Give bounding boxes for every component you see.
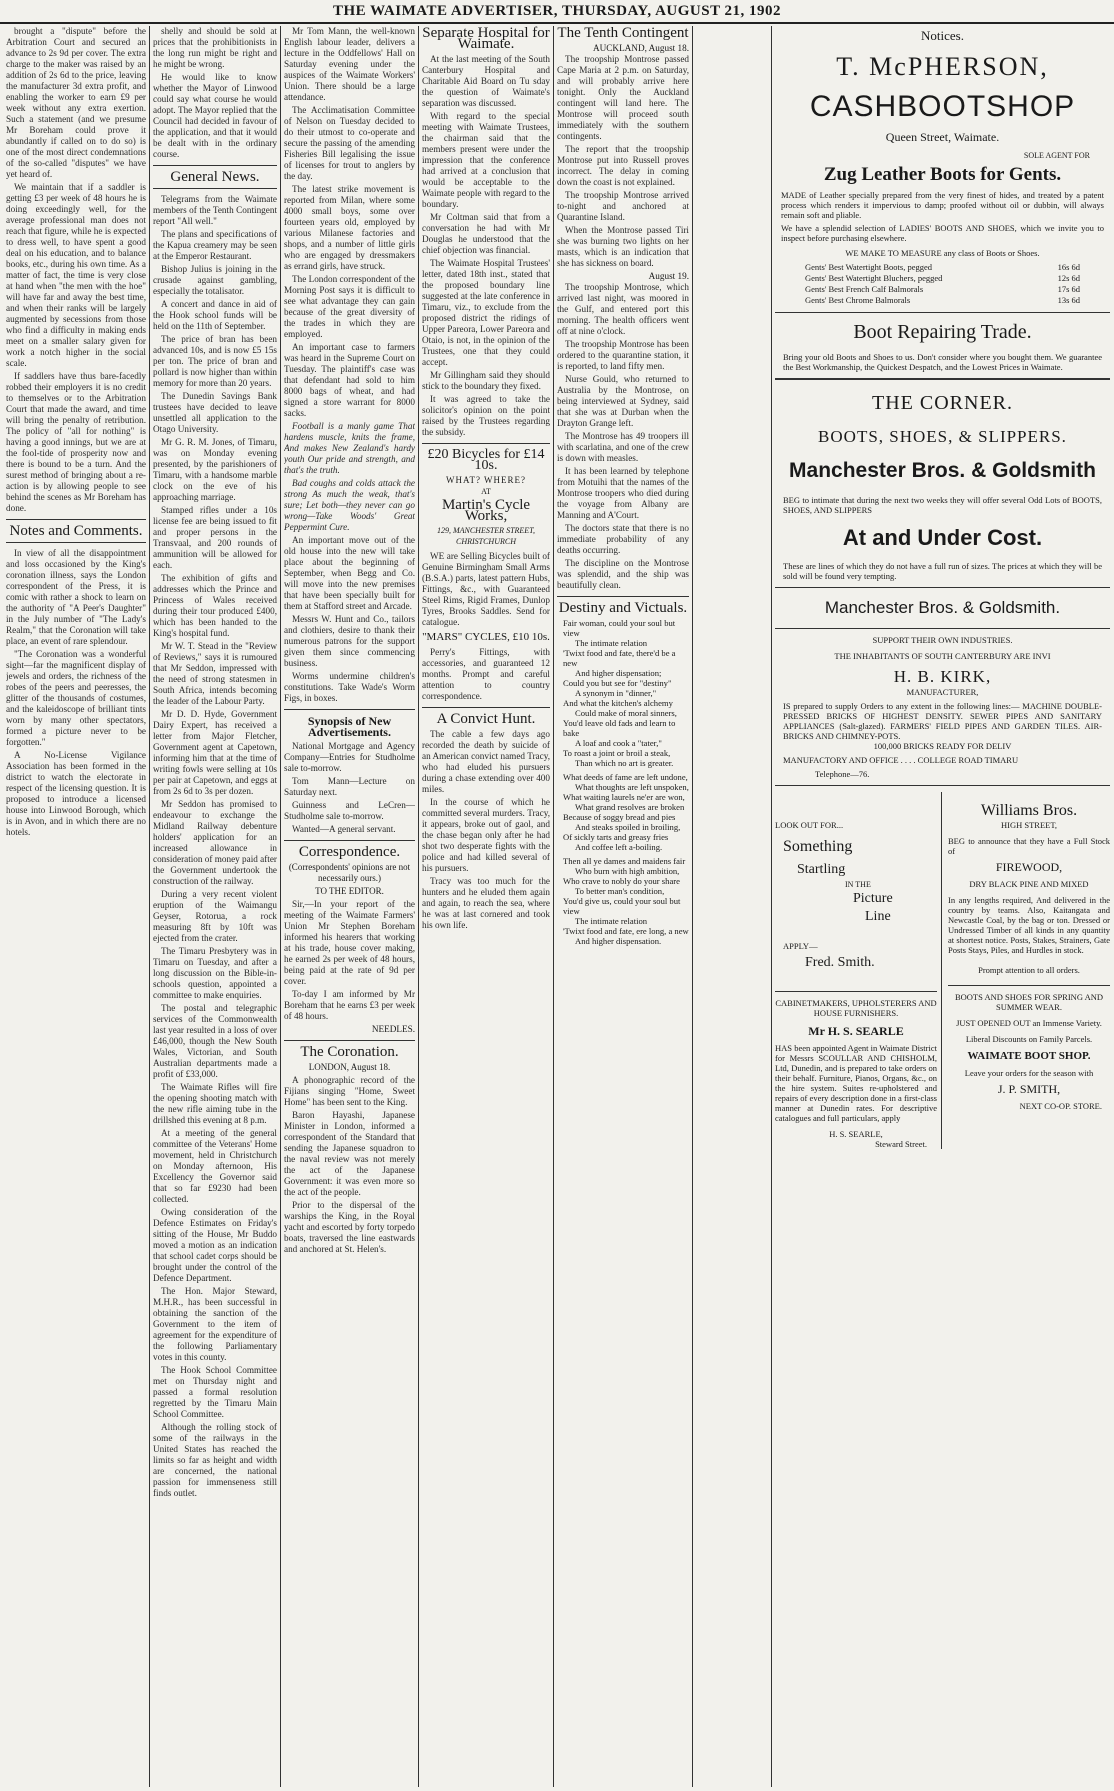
- synopsis-item: Guinness and LeCren—Studholme sale to-morrow.: [284, 800, 415, 821]
- salutation: TO THE EDITOR.: [315, 886, 384, 896]
- paragraph: brought a "dispute" before the Arbitration Court and secured an advance to 2s 9d per cover. The extra charge to the maker was raised by an addition of 2s 6d to the price, leaving the manufacturer 3d extra profit, and enabling the worker to earn £9 per week without any extra exertion. Such a statement (and we presume Mr Boreham could prove it abundantly if called on to do so) is one of the most direct condemnations of the so-called "disputes" we have yet heard of.: [6, 26, 146, 179]
- ad-text: APPLY—: [783, 941, 818, 951]
- paragraph: shelly and should be sold at prices that the prohibitionists in the long run might be right and he might be wrong.: [153, 26, 277, 69]
- paragraph: Mr D. D. Hyde, Government Dairy Expert, has received a letter from Major Fletcher, Government agent at Capetown, informing him that at the time of writing fowls were selling at 10s per pair at Capetown, and eggs at from 2s 6d to 3s per dozen.: [153, 709, 277, 796]
- signature: NEEDLES.: [371, 1024, 415, 1034]
- ad-text: HIGH STREET,: [1000, 820, 1058, 830]
- manchester-heading: Manchester Bros. & Goldsmith: [789, 459, 1096, 482]
- paragraph: A phonographic record of the Fijians singing "Home, Sweet Home" has been sent to the King.: [284, 1075, 415, 1107]
- paragraph: He would like to know whether the Mayor of Linwood could say what course he would adopt. The Mayor replied that the Council had decided in favour of the application, and that it would be dealt with in the ordinary course.: [153, 72, 277, 159]
- paragraph: Mr Tom Mann, the well-known English labour leader, delivers a lecture in the Oddfellows' Hall on Saturday evening under the auspices of the Waimate Workers' Union. There should be a large attendance.: [284, 26, 415, 102]
- paragraph: It was agreed to take the solicitor's opinion on the point raised by the Trustees regarding the subsidy.: [422, 394, 550, 437]
- poem-line: Fair woman, could your soul but view: [563, 618, 676, 638]
- paragraph: Mr W. T. Stead in the "Review of Reviews," says it is rumoured that Mr Seddon, impressed with the need of strong statesmen in South Africa, intends becoming the leader of the Labour Party.: [153, 641, 277, 706]
- searle-name: Mr H. S. SEARLE: [808, 1024, 904, 1038]
- paragraph: In the course of which he committed several murders. Tracy, it appears, broke out of gaol, and the chase began only after he had shot two desperate fights with the police and had killed several of his pursuers.: [422, 797, 550, 873]
- paragraph: Messrs W. Hunt and Co., tailors and clothiers, desire to thank their numerous patrons for the support given them since commencing business.: [284, 614, 415, 668]
- paragraph: The price of bran has been advanced 10s, and is now £5 15s per ton. The price of bran and pollard is now higher than within memory for more than 20 years.: [153, 334, 277, 388]
- ad-text: SUPPORT THEIR OWN INDUSTRIES.: [872, 635, 1013, 645]
- ad-body: BEG to intimate that during the next two weeks they will offer several Odd Lots of BOOTS, SHOES, AND SLIPPERS: [783, 495, 1102, 515]
- paragraph: The exhibition of gifts and addresses which the Prince and Princess of Wales received during their tour produced £400, which has been handed to the King's hospital fund.: [153, 573, 277, 638]
- poem-line: What deeds of fame are left undone,: [563, 772, 688, 782]
- poem: [557, 618, 689, 946]
- zug-heading: Zug Leather Boots for Gents.: [823, 164, 1062, 185]
- paragraph: The latest strike movement is reported from Milan, where some 4000 small boys, some over fourteen years old, employed by various Milanese factories and shops, and a number of little girls who are engaged by dressmakers as errand girls, have struck.: [284, 184, 415, 271]
- ad-text: Steward Street.: [875, 1139, 927, 1149]
- paragraph: "The Coronation was a wonderful sight—far the magnificent display of jewels and orders, the richness of the robes of the peers and peeresses, the glitter of the thousands of costumes, and the kaleidoscope of brilliant tints worn by many other spectators, formed a picture never to be forgotten.": [6, 649, 146, 747]
- paragraph: The Hook School Committee met on Thursday night and passed a formal resolution regretted by the Timaru Main School Committee.: [153, 1365, 277, 1419]
- paragraph: Mr Gillingham said they should stick to the boundary they fixed.: [422, 370, 550, 391]
- poem-line: Who crave to nobly do your share: [563, 876, 680, 886]
- ad-text: SOLE AGENT FOR: [1023, 151, 1090, 160]
- section-heading: Correspondence.: [298, 844, 401, 860]
- williams-name: Williams Bros.: [980, 802, 1078, 819]
- cashbootshop-title: CASHBOOTSHOP: [809, 90, 1076, 123]
- ad-text: DRY BLACK PINE AND MIXED: [969, 879, 1089, 889]
- poem-line: Who burn with high ambition,: [575, 866, 680, 876]
- ad-body: HAS been appointed Agent in Waimate District for Messrs SCOULLAR AND CHISHOLM, Ltd, Dunedin, and is prepared to take orders on their behalf. Furniture, Pianos, Organs, &c., on the hire system. Suites re-upholstered and repairs of every description done in a first-class manner at Dunedin rates. For descriptive catalogues and full particulars, apply: [775, 1043, 937, 1123]
- ad-text: Something: [783, 838, 853, 855]
- masthead: THE WAIMATE ADVERTISER, THURSDAY, AUGUST 21, 1902: [0, 0, 1114, 24]
- dateline: LONDON, August 18.: [308, 1062, 391, 1072]
- paragraph: The troopship Montrose has been ordered to the quarantine station, it is reported, to land fifty men.: [557, 339, 689, 371]
- ad-heading: £20 Bicycles for £14 10s.: [427, 447, 545, 473]
- under-cost-heading: At and Under Cost.: [842, 525, 1043, 550]
- ad-body: WE MAKE TO MEASURE any class of Boots or Shoes.: [845, 248, 1040, 258]
- paragraph: A No-License Vigilance Association has been formed in the district to watch the electorate in respect of the licensing question. It is proposed to introduce a licensed house into Linwood Borough, which is in Avon, and in which there are no hotels.: [6, 750, 146, 837]
- repair-heading: Boot Repairing Trade.: [853, 321, 1032, 343]
- address: Queen Street, Waimate.: [885, 130, 1000, 144]
- poem-line: Than which no art is greater.: [575, 758, 674, 768]
- paragraph: The London correspondent of the Morning Post says it is difficult to see what advantage they can gain because of the great diversity of the trades in which they are employed.: [284, 274, 415, 339]
- ad-text: Leave your orders for the season with: [964, 1068, 1094, 1078]
- paragraph: Prior to the dispersal of the warships the King, in the Royal yacht and escorted by forty torpedo boats, traversed the line eastwards and anchored at St. Helen's.: [284, 1200, 415, 1254]
- paragraph: The Waimate Hospital Trustees' letter, dated 18th inst., stated that the proposed boundary line suggested at the late conference in Timaru, viz., to exclude from the proposed district the ridings of Upper Pareora, Lower Pareora and Otaio, is not, in the opinion of the Trustees, one that they could accept.: [422, 258, 550, 367]
- ad-text: CABINETMAKERS, UPHOLSTERERS AND HOUSE FURNISHERS.: [775, 998, 937, 1018]
- ad-body: These are lines of which they do not have a full run of sizes. The prices at which they will be sold will be found very tempting.: [783, 561, 1102, 581]
- poem-line: A synonym in "dinner,": [575, 688, 657, 698]
- paragraph: The troopship Montrose passed Cape Maria at 2 p.m. on Saturday, and will probably arrive here tonight. Only the Auckland contingent will land here. The Montrose will proceed south immediately with the southern contingents.: [557, 54, 689, 141]
- section-heading: Destiny and Victuals.: [558, 600, 688, 616]
- poem-line: The intimate relation: [575, 916, 648, 926]
- paragraph: The discipline on the Montrose was splendid, and the ship was beautifully clean.: [557, 558, 689, 590]
- paragraph: The plans and specifications of the Kapua creamery may be seen at the Emperor Restaurant.: [153, 229, 277, 261]
- section-heading: A Convict Hunt.: [436, 711, 536, 727]
- synopsis-item: Tom Mann—Lecture on Saturday next.: [284, 776, 415, 797]
- column-5: [557, 26, 689, 1787]
- ad-text: Picture: [853, 891, 893, 906]
- poem-line: To better man's condition,: [575, 886, 665, 896]
- ad-text: Line: [865, 909, 891, 924]
- paragraph: Although the rolling stock of some of the railways in the United States has reached the limits so far as height and width are concerned, the national passion for immenseness still finds outlet.: [153, 1422, 277, 1498]
- ad-text: JUST OPENED OUT an Immense Variety.: [956, 1018, 1102, 1028]
- corner-heading: THE CORNER.: [872, 392, 1013, 414]
- paragraph: Mr Coltman said that from a conversation he had with Mr Douglas he understood that the chief objection was financial.: [422, 212, 550, 255]
- ad-text: WHAT? WHERE?: [445, 475, 527, 485]
- paragraph: At a meeting of the general committee of the Veterans' Home movement, held in Christchurch on Monday afternoon, His Excellency the Governor said that so far £9230 had been collected.: [153, 1128, 277, 1204]
- poem-line: What thoughts are left unspoken,: [575, 782, 689, 792]
- paragraph: We maintain that if a saddler is getting £3 per week of 48 hours he is doing exceedingly well, for the average professional man does not reach that figure, while he is expected to dress well, to have spent a good deal on his education, and to balance books, etc., during his own time. As a matter of fact, the time is very close at hand when "the men with the hoe" will have far and away the best time, and when their ranks will be largely augmented by secessions from those who find a difficulty in making ends meet on a smaller salary given for work a notch higher in the social scale.: [6, 182, 146, 368]
- ad-body: BEG to announce that they have a Full Stock of: [948, 836, 1110, 856]
- ad-address: 129, MANCHESTER STREET, CHRISTCHURCH: [436, 526, 536, 546]
- paragraph: It has been learned by telephone from Motuihi that the names of the Montrose troopers who died during the voyage from Albany are Manning and A'Court.: [557, 466, 689, 520]
- ad-text: MANUFACTORY AND OFFICE . . . . COLLEGE ROAD TIMARU: [783, 755, 1019, 765]
- paragraph: The postal and telegraphic services of the Commonwealth last year resulted in a loss of over £46,000, though the New South Wales, Victorian, and South Australian departments made a profit of £33,000.: [153, 1003, 277, 1079]
- bicycle-ad: [422, 449, 550, 702]
- ad-text: FIREWOOD,: [995, 860, 1063, 874]
- paragraph: Nurse Gould, who returned to Australia by the Montrose, on being interviewed at Sydney, said that she was at Durban when the Drayton Grange left.: [557, 374, 689, 428]
- price-row: Gents' Best Chrome Balmorals 13s 6d: [805, 295, 1080, 305]
- column-3: [284, 26, 415, 1787]
- ad-shop-name: Martin's Cycle Works,: [441, 497, 531, 524]
- paragraph: In view of all the disappointment and loss occasioned by the King's coronation illness, says the London correspondent of the Press, it is comic with rather a shock to learn on the authority of "A Peer's Daughter" in the July number of "The Lady's Realm," that the Coronation will take place, an event of rare splendour.: [6, 548, 146, 646]
- ad-body: We have a splendid selection of LADIES' BOOTS AND SHOES, which we invite you to inspect before purchasing elsewhere.: [781, 223, 1104, 243]
- ad-text: MANUFACTURER,: [906, 687, 979, 697]
- poem-line: 'Twixt food and fate, ere long, a new: [563, 926, 689, 936]
- paragraph: Stamped rifles under a 10s license fee are being issued to fit and proper persons in the Transvaal, and 200 rounds of ammunition will be allowed for each.: [153, 505, 277, 570]
- column-2: [153, 26, 277, 1787]
- ad-text: WAIMATE BOOT SHOP.: [967, 1050, 1091, 1062]
- ad-text: J. P. SMITH,: [997, 1082, 1061, 1096]
- ad-text: AT: [481, 487, 491, 496]
- paragraph: The troopship Montrose, which arrived last night, was moored in the Gulf, and entered port this morning. The health officers went off at nine o'clock.: [557, 282, 689, 336]
- paragraph: Mr G. R. M. Jones, of Timaru, was on Monday evening presented, by the parishioners of Timaru, with a handsome marble clock on the eve of his approaching marriage.: [153, 437, 277, 502]
- paragraph: The cable a few days ago recorded the death by suicide of an American convict named Tracy, who had eluded his pursuers during a chase extending over 400 miles.: [422, 729, 550, 794]
- mcpherson-name: T. McPHERSON,: [836, 52, 1049, 81]
- poem-line: Could make of moral sinners,: [575, 708, 677, 718]
- section-heading: General News.: [170, 169, 260, 185]
- paragraph: The Timaru Presbytery was in Timaru on Tuesday, and after a long discussion on the Bible-in-schools question, appointed a committee to make enquiries.: [153, 946, 277, 1000]
- poem-line: And higher dispensation.: [575, 936, 662, 946]
- poem-line: Then all ye dames and maidens fair: [563, 856, 686, 866]
- boots-shoes-heading: BOOTS, SHOES, & SLIPPERS.: [818, 427, 1067, 446]
- synopsis-item: Wanted—A general servant.: [292, 824, 396, 834]
- poem-line: The intimate relation: [575, 638, 648, 648]
- ad-text: Liberal Discounts on Family Parcels.: [965, 1034, 1093, 1044]
- ad-text: IN THE: [845, 880, 871, 889]
- paragraph: Baron Hayashi, Japanese Minister in London, informed a correspondent of the Standard that sending the Japanese squadron to the naval review was not merely the act of the Japanese Government: it was even more so the act of the people.: [284, 1110, 415, 1197]
- ad-text: BOOTS AND SHOES FOR SPRING AND SUMMER WEAR.: [954, 992, 1104, 1012]
- ad-body: Bring your old Boots and Shoes to us. Don't consider where you bought them. We guarantee the Best Workmanship, the Quickest Despatch, and the Lowest Prices in Waimate.: [783, 352, 1102, 372]
- paragraph: With regard to the special meeting with Waimate Trustees, the chairman said that the members present were under the impression that the conference had arrived at a conclusion that would be acceptable to the Waimate people with regard to the boundary.: [422, 111, 550, 209]
- poem-line: You'd leave old fads and learn to bake: [563, 718, 676, 738]
- poem-line: 'Twixt food and fate, there'd be a new: [563, 648, 676, 668]
- paragraph: During a very recent violent eruption of the Waimangu Geyser, Rotorua, a rock measuring 8ft by 10ft was ejected from the crater.: [153, 889, 277, 943]
- ad-text: Telephone—76.: [815, 769, 870, 779]
- paragraph: Football is a manly game That hardens muscle, knits the frame, And makes New Zealand's hardy youth Our pride and strength, and that's the truth.: [284, 421, 415, 475]
- paragraph: An important move out of the old house into the new will take place about the beginning of September, when Begg and Co. will move into the new premises that have been specially built for them at Stafford street and Arcade.: [284, 535, 415, 611]
- manchester-footer: Manchester Bros. & Goldsmith.: [824, 598, 1061, 617]
- ad-text: H. S. SEARLE,: [829, 1129, 883, 1139]
- col1-top: [6, 26, 146, 514]
- paragraph: Sir,—In your report of the meeting of the Waimate Farmers' Union Mr Stephen Boreham informed his hearers that working at his trade, house cover making, he earned 2s per week of 48 hours, being paid at the rate of 9d per cover.: [284, 899, 415, 986]
- ad-text: THE INHABITANTS OF SOUTH CANTERBURY ARE INVI: [834, 651, 1051, 661]
- section-heading: Notes and Comments.: [9, 523, 143, 539]
- paragraph: The Montrose has 49 troopers ill with scarlatina, and one of the crew is down with measles.: [557, 431, 689, 463]
- ad-text: LOOK OUT FOR...: [775, 820, 844, 830]
- paragraph: If saddlers have thus bare-facedly robbed their employers it is no credit to themselves or to the Arbitration Court that made the award, and time will bring the penalty of retribution. The policy of "all for nothing" is having a good innings, but we are at the fool-tide of prosperity now and there is bound to be a turn. And the surest method of bringing about a re-action is by allowing people to see behind the scenes as Mr Boreham has done.: [6, 371, 146, 513]
- dateline: August 19.: [648, 271, 689, 281]
- column-4: [422, 26, 550, 1787]
- paragraph: Bad coughs and colds attack the strong As much the weak, that's sure; Let both—they never can go wrong—Take Woods' Great Peppermint Cure.: [284, 478, 415, 532]
- paragraph: Worms undermine children's constitutions. Take Wade's Worm Figs, in boxes.: [284, 671, 415, 703]
- left-ads: [775, 792, 942, 1149]
- ad-text: Startling: [797, 862, 846, 877]
- poem-line: What grand resolves are broken: [575, 802, 685, 812]
- paragraph: The report that the troopship Montrose put into Russell proves incorrect. The delay in coming down the coast is not explained.: [557, 144, 689, 187]
- section-heading: Separate Hospital for Waimate.: [422, 26, 550, 52]
- poem-line: Of sickly tarts and greasy fries: [563, 832, 669, 842]
- poem-line: Because of soggy bread and pies: [563, 812, 676, 822]
- poem-line: And higher dispensation;: [575, 668, 662, 678]
- paragraph: Tracy was too much for the hunters and he eluded them again and again, to reach the sea, where he was at last cornered and took his own life.: [422, 876, 550, 930]
- notices-label: Notices.: [921, 28, 964, 43]
- paragraph: A concert and dance in aid of the Hook school funds will be held on the 11th of September.: [153, 299, 277, 331]
- right-ads: [942, 792, 1110, 1149]
- paragraph: The Acclimatisation Committee of Nelson on Tuesday decided to do their utmost to co-operate and secure the passing of the amending Fisheries Bill legalising the issue of licenses for trout to anglers by the day.: [284, 105, 415, 181]
- poem-line: And what the kitchen's alchemy: [563, 698, 673, 708]
- ad-body: Perry's Fittings, with accessories, and guaranteed 12 months. Prompt and careful attention to country correspondence.: [422, 647, 550, 701]
- paragraph: To-day I am informed by Mr Boreham that he earns £3 per week of 48 hours.: [284, 989, 415, 1021]
- paragraph: The doctors state that there is no immediate probability of any deaths occurring.: [557, 523, 689, 555]
- ad-text: NEXT CO-OP. STORE.: [1019, 1101, 1102, 1111]
- synopsis-item: National Mortgage and Agency Company—Entries for Studholme sale to-morrow.: [284, 741, 415, 773]
- dateline: AUCKLAND, August 18.: [593, 43, 689, 53]
- price-row: Gents' Best Watertight Bluchers, pegged 12s 6d: [805, 273, 1080, 283]
- poem-line: And coffee left a-boiling.: [575, 842, 663, 852]
- advertisement-column: [775, 26, 1110, 1787]
- poem-line: A loaf and cook a "tater,": [575, 738, 662, 748]
- ad-text: 100,000 BRICKS READY FOR DELIV: [873, 741, 1012, 751]
- ad-body: WE are Selling Bicycles built of Genuine Birmingham Small Arms (B.S.A.) parts, latest pattern Hubs, Fittings, &c., with Guaranteed Steel Rims, Rigid Frames, Dunlop Tyres, Brooks Saddles. Send for catalogue.: [422, 551, 550, 627]
- paragraph: Mr Seddon has promised to endeavour to exchange the Midland Railway debenture holders' application for an increased allowance in consideration of money paid after the Government undertook the construction of the railway.: [153, 799, 277, 886]
- ad-text: Fred. Smith.: [805, 955, 875, 970]
- section-heading: The Tenth Contingent: [557, 26, 689, 41]
- ad-text: Prompt attention to all orders.: [978, 965, 1080, 975]
- poem-line: And steaks spoiled in broiling,: [575, 822, 681, 832]
- ad-body: MADE of Leather specially prepared from the very finest of hides, and treated by a patent process which renders it impervious to damp; proofed without oil or dubbin, will always remain soft and pliable.: [781, 190, 1104, 220]
- paragraph: The troopship Montrose arrived to-night and anchored at Quarantine Island.: [557, 190, 689, 222]
- poem-line: You'd give us, could your soul but view: [563, 896, 681, 916]
- price-list: [775, 262, 1110, 306]
- paragraph: Owing consideration of the Defence Estimates on Friday's sitting of the House, Mr Buddo moved a motion as an indication that school cadet corps should be brought under the control of the Defence Department.: [153, 1207, 277, 1283]
- column-1: [6, 26, 146, 1787]
- paragraph: The Waimate Rifles will fire the opening shooting match with the new rifle aiming tube in the drillshed this evening at 8 p.m.: [153, 1082, 277, 1125]
- paragraph: An important case to farmers was heard in the Supreme Court on Tuesday. The plaintiff's case was that defendant had sold to him 8000 bags of wheat, and had signed a store warrant for 8000 sacks.: [284, 342, 415, 418]
- poem-line: Could you but see for "destiny": [563, 678, 672, 688]
- paragraph: The Hon. Major Steward, M.H.R., has been successful in obtaining the sanction of the Government to the item of agreement for the expenditure of the following Parliamentary votes in this county.: [153, 1286, 277, 1362]
- paragraph: Bishop Julius is joining in the crusade against gambling, especially the totalisator.: [153, 264, 277, 296]
- paragraph: The Dunedin Savings Bank trustees have decided to leave unsettled all application to the Otago University.: [153, 391, 277, 434]
- note: (Correspondents' opinions are not necessarily ours.): [288, 862, 411, 883]
- price-row: Gents' Best Watertight Boots, pegged 16s 6d: [805, 262, 1080, 272]
- paragraph: Telegrams from the Waimate members of the Tenth Contingent report "All well.": [153, 194, 277, 226]
- section-heading: The Coronation.: [300, 1044, 399, 1060]
- ad-body: In any lengths required, And delivered in the country by teams. Also, Kaitangata and Newcastle Coal, by the bag or ton. Dressed or Undressed Timber of all kinds in any quantity at shortest notice. Posts, Stakes, Strainers, Gate Posts Stays, Piles, and Hurdles in stock.: [948, 895, 1110, 955]
- poem-line: To roast a joint or broil a steak,: [563, 748, 671, 758]
- paragraph: At the last meeting of the South Canterbury Hospital and Charitable Aid Board on Tu sday the question of Waimate's separation was discussed.: [422, 54, 550, 108]
- section-heading: Synopsis of New Advertisements.: [307, 714, 392, 739]
- bottom-ads: [775, 792, 1110, 1149]
- kirk-name: H. B. KIRK,: [893, 667, 992, 686]
- ad-body: IS prepared to supply Orders to any extent in the following lines:— MACHINE DOUBLE-PRESSED BRICKS OF HIGHEST DENSITY. SEWER PIPES AND SANITARY APPLIANCES (Salt-glazed). FARMERS' FIELD PIPES AND GARDEN TILES. AIR-BRICKS AND CHIMNEY-POTS.: [783, 701, 1102, 741]
- ad-subheading: "MARS" CYCLES, £10 10s.: [422, 631, 550, 643]
- price-row: Gents' Best French Calf Balmorals 17s 6d: [805, 284, 1080, 294]
- poem-line: What waiting laurels ne'er are won,: [563, 792, 685, 802]
- paragraph: When the Montrose passed Tiri she was burning two lights on her masts, which is an indication that she has sickness on board.: [557, 225, 689, 268]
